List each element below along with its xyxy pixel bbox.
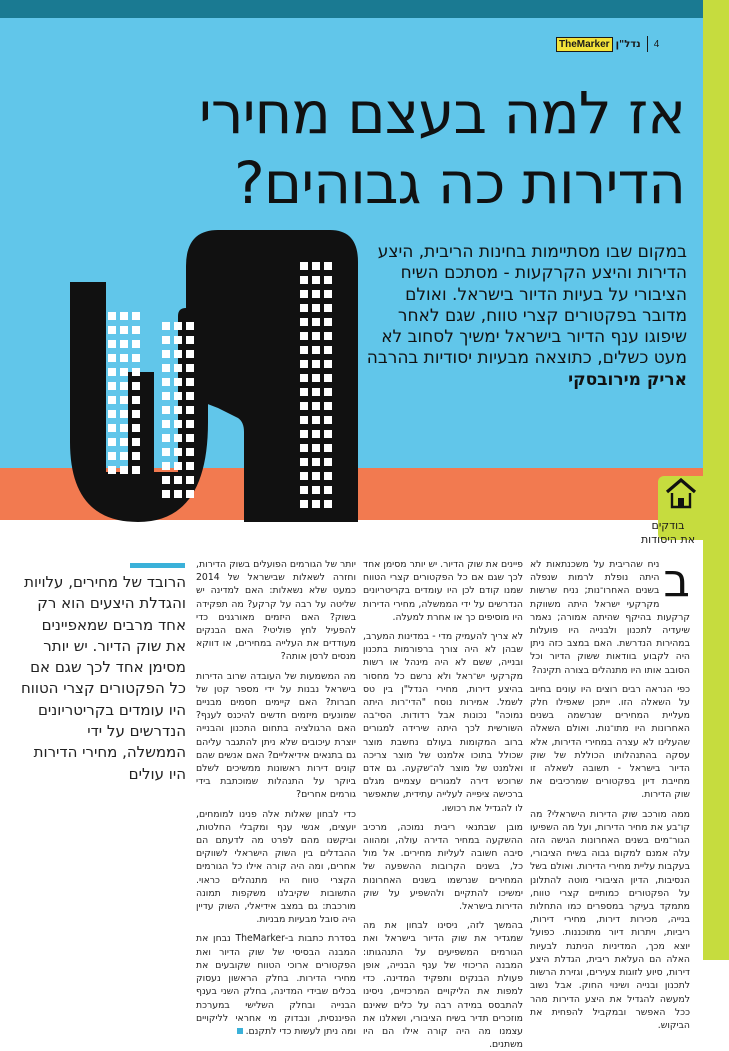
- window-mark: [108, 466, 116, 474]
- window-mark: [132, 354, 140, 362]
- window-mark: [312, 346, 320, 354]
- window-mark: [300, 360, 308, 368]
- paragraph: בהמשך לזה, ניסינו לבחון את מה שמגדיר את שוק הדיור בישראל ואת הגורמים המשפיעים על התנהגותו: המבנה הריכוזי של ענף הבנייה, אופן פעולת הבנקים ותפקיד המדינה. כדי למפות את הליקויים המרכזיים, ניסינו להתבסס במידה רבה על כלים שאינם מוזכרים תדיר בשיח הציבורי, ושאלנו את עצמנו מה היה קורה אילו הם היו משתנים.: [363, 920, 523, 1051]
- window-mark: [162, 420, 170, 428]
- window-mark: [300, 416, 308, 424]
- window-mark: [174, 448, 182, 456]
- window-mark: [312, 430, 320, 438]
- running-header: [556, 34, 659, 54]
- window-mark: [174, 420, 182, 428]
- window-mark: [324, 360, 332, 368]
- window-mark: [312, 276, 320, 284]
- window-mark: [324, 290, 332, 298]
- window-mark: [186, 420, 194, 428]
- window-mark: [186, 476, 194, 484]
- article-column-1: [530, 553, 690, 1031]
- window-mark: [162, 434, 170, 442]
- window-mark: [324, 402, 332, 410]
- window-mark: [312, 402, 320, 410]
- window-mark: [312, 416, 320, 424]
- window-mark: [120, 340, 128, 348]
- window-mark: [120, 410, 128, 418]
- window-mark: [300, 346, 308, 354]
- window-mark: [120, 382, 128, 390]
- window-mark: [162, 406, 170, 414]
- header-divider: [647, 36, 648, 52]
- end-mark: [237, 1028, 243, 1034]
- window-mark: [312, 458, 320, 466]
- window-mark: [108, 354, 116, 362]
- window-mark: [162, 336, 170, 344]
- window-mark: [300, 472, 308, 480]
- window-mark: [312, 304, 320, 312]
- standfirst-text: במקום שבו מסתיימות בחינות הריבית, היצע הדירות והיצע הקרקעות - מסתכם השיח הציבורי על בעיות הדיור בישראל. ואולם מדובר בפקטורים קצרי טווח, שגם לאחר שיפוגו ענף הדיור בישראל ימשיך לסחוב לא מעט כשלים, כתוצאה מבעיות יסודיות בהרבה: [366, 242, 687, 369]
- window-mark: [186, 378, 194, 386]
- window-mark: [174, 476, 182, 484]
- window-mark: [120, 354, 128, 362]
- window-mark: [300, 276, 308, 284]
- pullquote: הרובד של מחירים, עלויות והגדלת היצעים הוא רק אחד מרבים שמאפיינים את שוק הדיור. יש יותר מסימן אחד לכך שגם אם כל הפקטורים קצרי הטווח היו עומדים בקריטריונים הנדרשים על ידי הממשלה, מחירי הדירות היו עולים: [20, 573, 186, 783]
- window-mark: [132, 312, 140, 320]
- window-mark: [186, 322, 194, 330]
- paragraph-text: בסדרת כתבות ב-TheMarker נבחן את המבנה הבסיסי של שוק הדיור ואת הפקטורים ארוכי הטווח שקובעים את מחירי הדירות. בחלק הראשון נעסוק בכלים שבידי המדינה, בחלק השני בענף הבנייה ובחלק השלישי במערכת הפיננסית, ונבדוק מי אחראי לליקויים ומה ניתן לעשות כדי לתקנם.: [196, 933, 356, 1037]
- window-mark: [132, 382, 140, 390]
- window-mark: [162, 476, 170, 484]
- paragraph: ניח שהריבית על משכנתאות לא היתה נופלת לרמות שנפלה בשנים האחרו־נות; נניח שרשות מקרקעי ישראל היתה משווקת קרקעות בהיקף שהיתה אמורה; נאמר שיעדיה לתכנון ולבנייה היו פועלות במהירות הנדרשת. האם במצב כזה ניתן היה לקבוע בוודאות ששוק הדיור וכל הסובב אותו היו מתנהלים בצורה תקינה?: [530, 559, 690, 676]
- window-mark: [174, 462, 182, 470]
- window-mark: [120, 396, 128, 404]
- window-mark: [174, 378, 182, 386]
- window-mark: [324, 458, 332, 466]
- window-mark: [174, 336, 182, 344]
- window-mark: [186, 406, 194, 414]
- publication-logo: TheMarker: [556, 37, 613, 52]
- window-mark: [174, 322, 182, 330]
- window-mark: [324, 262, 332, 270]
- window-mark: [324, 346, 332, 354]
- window-mark: [162, 448, 170, 456]
- window-mark: [186, 350, 194, 358]
- window-mark: [312, 290, 320, 298]
- paragraph: יותר של הגורמים הפועלים בשוק הדירות, וחזרה לשאלות שבישראל של 2014 כמעט שלא נשאלות: האם למדינה יש שליטה על רבה על קרקע? מה תפקידה בשוק? האם היזמים מאורגנים כדי להפעיל לחץ פוליטי? האם הבנקים מעודדים את העלייה במחירים, או דווקא מנסים לרסן אותה?: [196, 559, 356, 663]
- window-mark: [324, 486, 332, 494]
- window-mark: [132, 424, 140, 432]
- window-mark: [108, 368, 116, 376]
- top-bar: [0, 0, 703, 18]
- series-label-line2: את היסודות: [640, 533, 696, 546]
- window-mark: [312, 472, 320, 480]
- window-mark: [312, 318, 320, 326]
- window-mark: [120, 424, 128, 432]
- window-mark: [300, 304, 308, 312]
- window-mark: [108, 326, 116, 334]
- window-mark: [120, 326, 128, 334]
- window-mark: [324, 500, 332, 508]
- window-mark: [174, 364, 182, 372]
- letter-mem-shape: [218, 230, 358, 522]
- article-column-2: [363, 558, 523, 1051]
- window-mark: [300, 402, 308, 410]
- window-mark: [174, 350, 182, 358]
- window-mark: [108, 410, 116, 418]
- paragraph: כפי הנראה רבים רוצים היו עונים בחיוב על השאלה הזו. ייתכן שאפילו חלק מעליית המחירים שנרשמה בשנים האחרונות היו מתו־נות. ואולם השאלה שהעלינו לא עצרה במחירי הדירות, אלא עסקה בהתנהלותו הכוללת של שוק הדיור בישראל - תשובה לשאלה זו מחייבת דיון בפקטורים שמרכיבים את שוק הדירות.: [530, 683, 690, 801]
- window-mark: [312, 332, 320, 340]
- window-mark: [186, 336, 194, 344]
- paragraph: מובן שבתנאי ריבית נמוכה, מרכיב ההשקעה במחיר הדירה עולה, ומהווה סיבה חשובה לעליות מחירים. אל מול כל, בשנים הקרובות ההשפעה של המחירים שנרשמו בשנים האחרונות ימשיכו להתקיים ולהשפיע על שוק הדירות בישראל.: [363, 821, 523, 913]
- window-mark: [324, 444, 332, 452]
- window-mark: [108, 312, 116, 320]
- window-mark: [108, 382, 116, 390]
- window-mark: [132, 410, 140, 418]
- window-mark: [300, 388, 308, 396]
- window-mark: [162, 350, 170, 358]
- window-mark: [300, 430, 308, 438]
- window-mark: [186, 490, 194, 498]
- window-mark: [312, 486, 320, 494]
- drop-cap: ב: [663, 553, 690, 607]
- window-mark: [312, 374, 320, 382]
- window-mark: [324, 416, 332, 424]
- window-mark: [312, 388, 320, 396]
- window-mark: [120, 368, 128, 376]
- window-mark: [132, 368, 140, 376]
- window-mark: [162, 322, 170, 330]
- window-mark: [186, 448, 194, 456]
- paragraph: מה המשמעות של העובדה שרוב הדירות בישראל נבנות על ידי מספר קטן של חברות? האם קיימים חסמים מבניים שמונעים מיזמים חדשים להיכנס לענף? האם הרגולציה בתחום התכנון והבנייה יוצרת עיכובים שלא ניתן להתגבר עליהם גם בתנאים אידיאליים? האם אנשים שהם קונים דירות ראשונות ממשיכים לשלם ביוקר על התנהלות שמוכתבת בידי גורמים אחרים?: [196, 670, 356, 801]
- window-mark: [324, 388, 332, 396]
- series-label-line1: בודקים: [651, 519, 685, 532]
- paragraph: לא צריך להעמיק מדי - במדינות המערב, שבהן לא היה צורך ברפורמות בתכנון ובנייה, ששם לא היה מינהל או רשות מקרקעי יש־ראל ולא נרשם כל מחסור בהיצע דירות, מחירי הנדל"ן בין טס לשמל. אמירות נוסח "הדי־רות היתה נמוכה" נכונות אבל רדודות. הסי־בה השורשית לכך היתה שירידה למגורים ברוב המקומות בעולם נחשבת מוצר שכולל בתוכו אלמנט של מוצר צריכה ואלמנט של מוצר לה־שקעה. גם אדם שרוכש דירה למגורים עצמיים מגלם ברכישה ציפייה לעלייה עתידית, שתאפשר לו להגדיל את רכושו.: [363, 631, 523, 814]
- window-mark: [108, 396, 116, 404]
- paragraph: [196, 932, 356, 1038]
- window-mark: [108, 452, 116, 460]
- window-mark: [312, 360, 320, 368]
- section-label: נדל"ן: [615, 38, 641, 50]
- window-mark: [162, 364, 170, 372]
- window-mark: [120, 438, 128, 446]
- window-mark: [120, 312, 128, 320]
- window-mark: [162, 392, 170, 400]
- house-icon: [664, 477, 698, 509]
- window-mark: [300, 458, 308, 466]
- window-mark: [312, 500, 320, 508]
- window-mark: [324, 304, 332, 312]
- window-mark: [324, 472, 332, 480]
- window-mark: [312, 444, 320, 452]
- window-mark: [132, 452, 140, 460]
- window-mark: [162, 378, 170, 386]
- byline: אריק מירובסקי: [568, 369, 687, 390]
- building-letters-icon: [68, 222, 362, 530]
- window-mark: [132, 438, 140, 446]
- window-mark: [324, 276, 332, 284]
- window-mark: [108, 424, 116, 432]
- window-mark: [300, 290, 308, 298]
- window-mark: [300, 262, 308, 270]
- window-mark: [300, 500, 308, 508]
- window-mark: [186, 434, 194, 442]
- window-mark: [300, 374, 308, 382]
- standfirst: [355, 242, 687, 391]
- page-number: 4: [653, 38, 660, 50]
- paragraph: ממה מורכב שוק הדירות הישראלי? מה קו־בע את מחיר הדירות, ועל מה השפיעו הגור־מים בשנים האחרונות הגישה הזה עלה אמנם למקום גבוה בשיח הציבורי, בעקבות עליית מחירי הדירות. ואולם בשל הנסיבות, הדיון הציבורי מוטה להתלונן על הפקטורים כמותיים קצרי טווח, מתמקד בעיקר במספרים כמו התחלות בנייה, מכירות דירות, מחירי דירות, ריביות, ויתרות דיור מתוכננות. כפועל יוצא מכך, המדיניות הניתנת לבעיות האלה הם העלאת ריבית, הגדלת היצע דירות, סיוע לזוגות צעירים, וגזירת הרשות לתכנון ובנייה ושינוי החוק. אבל נשוב למעשה להגדיל את היצע הדירות מהר ככל האפשר ובמקביל להפחית את הביקוש.: [530, 808, 690, 1031]
- window-mark: [312, 262, 320, 270]
- window-mark: [324, 430, 332, 438]
- window-mark: [300, 444, 308, 452]
- series-label: [628, 519, 708, 547]
- window-mark: [162, 490, 170, 498]
- window-mark: [174, 490, 182, 498]
- window-mark: [174, 406, 182, 414]
- window-mark: [324, 318, 332, 326]
- window-mark: [186, 392, 194, 400]
- window-mark: [108, 438, 116, 446]
- window-mark: [132, 396, 140, 404]
- paragraph: פיינים את שוק הדיור. יש יותר מסימן אחד לכך שגם אם כל הפקטורים קצרי הטווח שמנו קודם לכן היו עומדים בקריטריונים הנדרשים על ידי הממשלה, מחירי הדירות היו מוסיפים כך או אחרת למעלה.: [363, 559, 523, 623]
- window-mark: [174, 392, 182, 400]
- window-mark: [324, 332, 332, 340]
- window-mark: [162, 462, 170, 470]
- window-mark: [174, 434, 182, 442]
- window-mark: [132, 326, 140, 334]
- window-mark: [300, 318, 308, 326]
- pullquote-rule: [130, 563, 185, 568]
- window-mark: [132, 340, 140, 348]
- window-mark: [186, 364, 194, 372]
- window-mark: [300, 486, 308, 494]
- window-mark: [120, 452, 128, 460]
- window-mark: [120, 466, 128, 474]
- window-mark: [300, 332, 308, 340]
- window-mark: [132, 466, 140, 474]
- article-column-3: [196, 558, 356, 1037]
- window-mark: [186, 462, 194, 470]
- window-mark: [108, 340, 116, 348]
- paragraph: כדי לבחון שאלות אלה פנינו למומחים, יועצים, אנשי ענף ומקבלי החלטות, וביקשנו מהם לפרט מה לדעתם הם ההבדלים בין השוק הישראלי לשווקים אחרים, ומה היה קורה אילו כל הגורמים הקצרי טווח היו מתנהלים כראוי. התשובות שקיבלנו משקפות תמונה מורכבת: גם במצב אידיאלי, השוק עדיין היה סובל מבעיות מבניות.: [196, 808, 356, 926]
- headline: אז למה בעצם מחירי הדירות כה גבוהים?: [198, 79, 685, 217]
- window-mark: [324, 374, 332, 382]
